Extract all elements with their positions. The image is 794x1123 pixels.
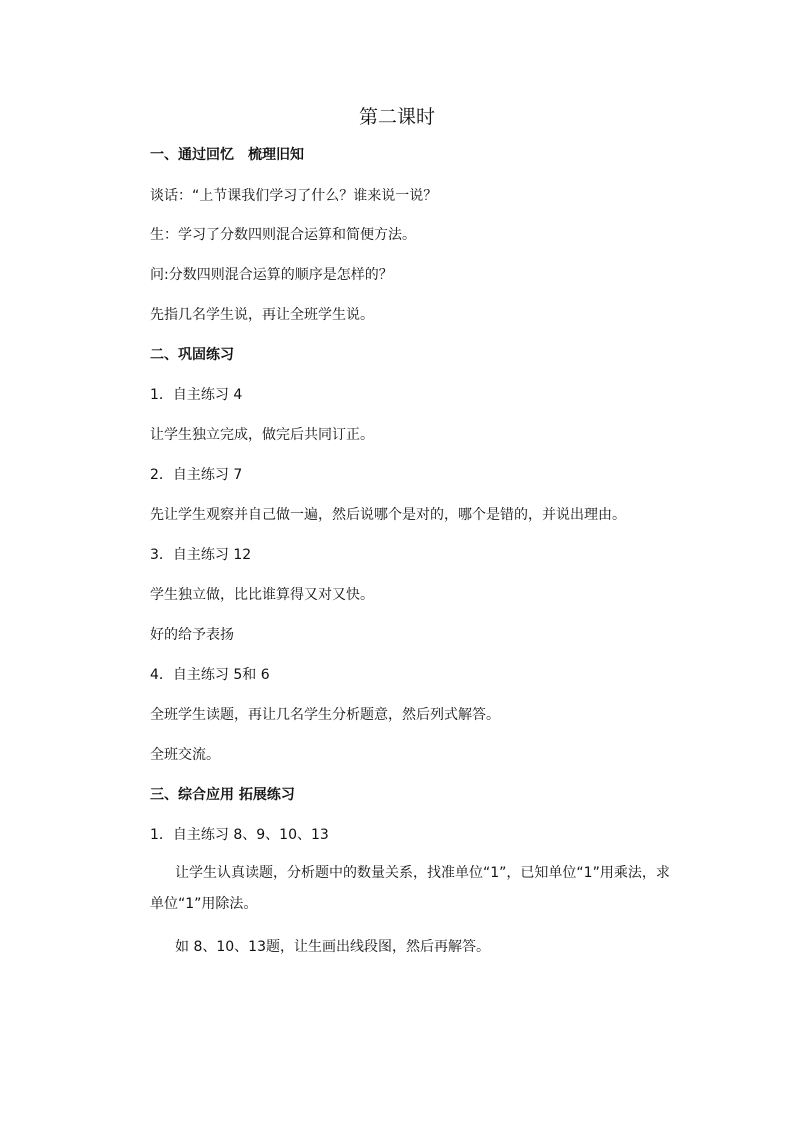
paragraph-exercise-4-note: 全班学生读题，再让几名学生分析题意，然后列式解答。 [150, 707, 500, 723]
page-title: 第二课时 [358, 106, 435, 128]
paragraph-exercise-2-note: 先让学生观察并自己做一遍，然后说哪个是对的，哪个是错的，并说出理由。 [150, 507, 626, 523]
exercise-item-4: 4．自主练习 5和 6 [150, 667, 270, 683]
paragraph-class-exchange: 全班交流。 [150, 747, 220, 763]
exercise-item-1: 1．自主练习 4 [150, 387, 243, 403]
section-heading-review: 一、通过回忆 梳理旧知 [150, 147, 304, 163]
paragraph-student-answer: 生：学习了分数四则混合运算和简便方法。 [150, 227, 416, 243]
paragraph-line-diagram: 如 8、10、13题，让生画出线段图，然后再解答。 [175, 939, 490, 955]
exercise-item-3: 3．自主练习 12 [150, 547, 252, 563]
paragraph-exercise-3-note: 学生独立做，比比谁算得又对又快。 [150, 587, 374, 603]
paragraph-exercise-1-note: 让学生独立完成，做完后共同订正。 [150, 427, 374, 443]
section-heading-practice: 二、巩固练习 [150, 347, 234, 363]
section-heading-application: 三、综合应用 拓展练习 [150, 787, 295, 803]
paragraph-talk: 谈话：“上节课我们学习了什么？谁来说一说？ [150, 188, 438, 204]
exercise-item-2: 2．自主练习 7 [150, 467, 243, 483]
paragraph-instruction: 先指几名学生说，再让全班学生说。 [150, 307, 374, 323]
exercise-item-5: 1．自主练习 8、9、10、13 [150, 827, 329, 843]
paragraph-question: 问:分数四则混合运算的顺序是怎样的？ [150, 267, 393, 283]
paragraph-analysis: 让学生认真读题，分析题中的数量关系，找准单位“1”，已知单位“1”用乘法，求单位“1”用除法。 [150, 865, 670, 912]
paragraph-praise: 好的给予表扬 [150, 627, 234, 643]
